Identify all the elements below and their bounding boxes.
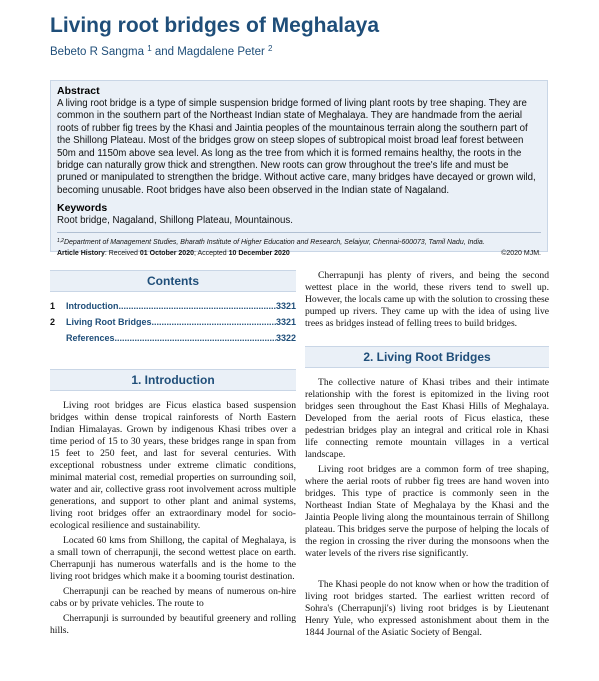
author-name: Bebeto R Sangma <box>50 46 144 58</box>
introduction-heading: 1. Introduction <box>50 369 296 391</box>
received-label: : Received <box>104 250 140 258</box>
toc-title[interactable]: Introduction <box>66 301 119 311</box>
affiliation <box>57 236 541 248</box>
accepted-label: ; Accepted <box>193 250 229 258</box>
table-of-contents <box>50 301 296 349</box>
toc-entry-living-root-bridges[interactable] <box>50 317 296 333</box>
paragraph: The collective nature of Khasi tribes and their intimate relationship with the forest is epitomized in the living root bridges seen throughout the East Khasi Hills of Meghalaya. Developed from the aerial roots of Ficus elastica, these pedestrian bridges play an integral and critical role in Khasi life connecting remote mountain villages in a vertical landscape. <box>305 377 549 460</box>
box-divider <box>57 232 541 233</box>
toc-leader <box>152 317 276 327</box>
history-label: Article History <box>57 250 105 258</box>
paper-title: Living root bridges of Meghalaya <box>50 14 380 37</box>
toc-page[interactable]: 3321 <box>275 301 296 311</box>
toc-number: 2 <box>50 317 56 327</box>
contents-heading: Contents <box>50 270 296 292</box>
keywords-text: Root bridge, Nagaland, Shillong Plateau, Mountainous. <box>57 215 293 227</box>
toc-leader <box>119 301 276 311</box>
toc-page[interactable]: 3322 <box>275 333 296 343</box>
right-column <box>305 270 549 642</box>
introduction-body <box>50 400 296 637</box>
affiliation-marker: 1,2 <box>57 238 64 245</box>
accepted-date: 10 December 2020 <box>228 250 290 258</box>
author-connector: and <box>151 46 178 58</box>
keywords-heading: Keywords <box>57 202 108 215</box>
author-line <box>50 44 272 58</box>
toc-entry-references[interactable] <box>50 333 296 349</box>
paragraph: Cherrapunji is surrounded by beautiful greenery and rolling hills. <box>50 613 296 636</box>
paragraph: Located 60 kms from Shillong, the capital of Meghalaya, is a small town of cherrapunji, the second wettest place on earth. Cherrapunji has numerous waterfalls and is the home to the living root bridges which make it a booming tourist destination. <box>50 535 296 582</box>
paragraph: The Khasi people do not know when or how the tradition of living root bridges started. The earliest written record of Sohra's (Cherrapunji's) living root bridges is by Lieutenant Henry Yule, who expressed astonishment about them in the 1844 Journal of the Asiatic Society of Bengal. <box>305 579 549 638</box>
affiliation-marker: 2 <box>268 44 273 53</box>
paragraph: Cherrapunji has plenty of rivers, and being the second wettest place in the world, these rivers tend to swell up. However, the locals came up with the solution to crossing these pumped up rivers. They came up with the idea of using live trees as bridges instead of felling trees to build bridges. <box>305 270 549 329</box>
received-date: 01 October 2020 <box>139 250 194 258</box>
toc-title[interactable]: References <box>66 333 115 343</box>
abstract-heading: Abstract <box>57 85 100 97</box>
abstract-box <box>50 80 548 258</box>
toc-entry-introduction[interactable] <box>50 301 296 317</box>
left-column <box>50 270 296 640</box>
paragraph: Cherrapunji can be reached by means of numerous on-hire cabs or by private vehicles. The route to <box>50 586 296 609</box>
toc-page[interactable]: 3321 <box>275 317 296 327</box>
continued-text <box>305 270 549 330</box>
toc-number: 1 <box>50 301 56 311</box>
living-root-bridges-body <box>305 377 549 639</box>
living-root-bridges-heading: 2. Living Root Bridges <box>305 346 549 368</box>
article-history <box>57 248 541 259</box>
abstract-text: A living root bridge is a type of simple suspension bridge formed of living plant roots by tree shaping. They are common in the southern part of the Northeast Indian state of Meghalaya. They are handmade from the aerial roots of rubber fig trees by the Khasi and Jaintia peoples of the mountainous terrain along the southern part of the Shillong Plateau. Most of the bridges grow on steep slopes of subtropical moist broad leaf forest between 50m and 1150m above sea level. As long as the tree from which it is formed remains healthy, the roots in the bridge can naturally grow thick and strengthen. New roots can grow throughout the tree's life and must be pruned or manipulated to strengthen the bridge. Without active care, many bridges have decayed or grown wild, becoming unusable. Root bridges have also been observed in the Indian state of Nagaland. <box>57 98 536 196</box>
author-name: Magdalene Peter <box>177 46 265 58</box>
affiliation-marker: 1 <box>147 44 152 53</box>
paragraph: Living root bridges are Ficus elastica based suspension bridges within dense tropical rainforests of North Eastern Indian Himalayas. Grown by indigenous Khasi tribes over a time period of 15 to 30 years, these bridges range in span from 15 feet to 250 feet, and last for several centuries. With exceptional robustness under extreme climatic conditions, minimal material cost, remedial properties on surrounding soil, water and air, collective grass root involvement across multiple generations, and support to other plant and animal systems, living root bridges offer an extraordinary model for socio-ecological resilience and sustainability. <box>50 400 296 531</box>
copyright: ©2020 MJM. <box>501 250 541 258</box>
affiliation-text: Department of Management Studies, Bharath Institute of Higher Education and Research, Selaiyur, Chennai-600073, Tamil Nadu, India. <box>63 239 485 247</box>
toc-leader <box>115 333 276 343</box>
paragraph: Living root bridges are a common form of tree shaping, where the aerial roots of rubber fig trees are hand woven into bridges. This type of practice is commonly seen in the Northeast Indian State of Meghalaya by the Khasi and the Jaintia People living along the mountainous terrain of Shillong plateau. This bridges serve the purpose of helping the locals of the region in crossing the river during the monsoons when the water levels of the rivers rise significantly. <box>305 464 549 559</box>
toc-title[interactable]: Living Root Bridges <box>66 317 152 327</box>
